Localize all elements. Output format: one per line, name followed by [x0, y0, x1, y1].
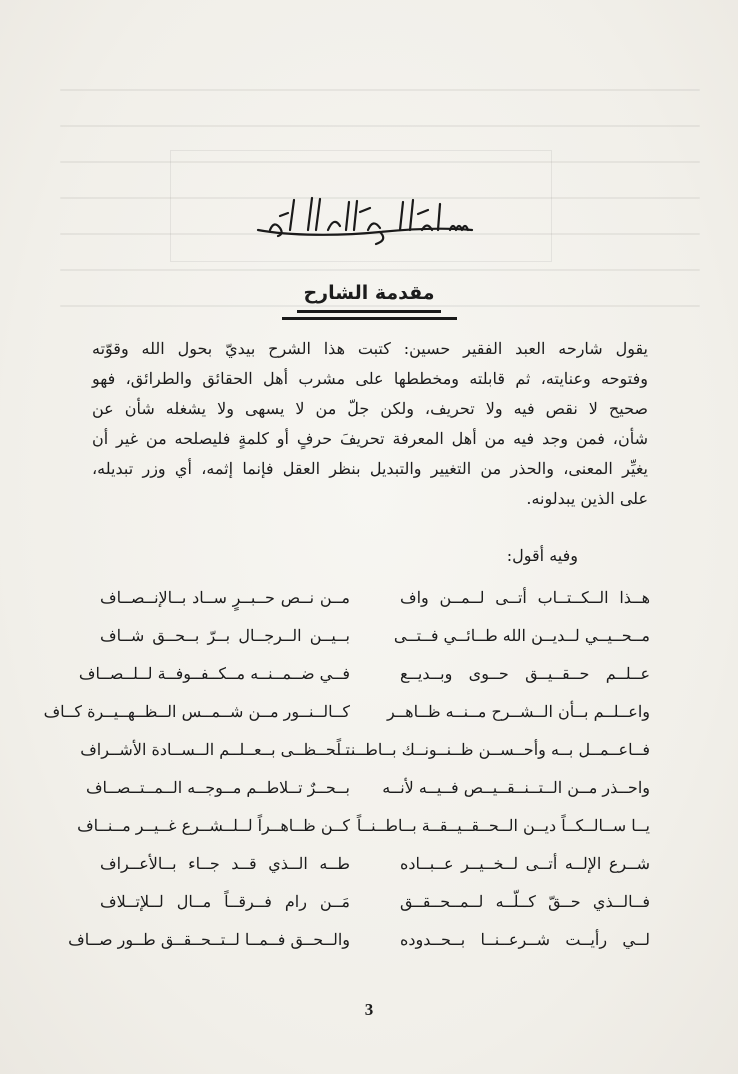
intro-line: يقول شارحه العبد الفقير حسين: كتبت هذا الشرح بيديّ بحول الله وقوّته	[92, 339, 648, 358]
first-hemistich: يــا ســالــكــاً ديــن الــحــقــيــقــة بــاطــنــاً	[356, 816, 650, 835]
section-heading	[0, 282, 738, 313]
poem	[43, 588, 650, 968]
second-hemistich: والــحــق فــمــا لــتــحــقــق طــور صــاف	[68, 930, 350, 949]
first-hemistich: لــي رأيــت شــرعــنــا بــحــدوده	[400, 930, 650, 949]
first-hemistich: هــذا الــكــتــاب أتــى لــمــن واف	[400, 588, 650, 607]
second-hemistich: كــالــنــور مــن شــمــس الــظــهــيــرة كــاف	[43, 702, 350, 721]
verse	[68, 930, 650, 968]
verse	[77, 816, 650, 854]
poem-intro: وفيه أقول:	[506, 546, 578, 565]
second-hemistich: بــيــن الــرجــال بــرّ بــحــق شــاف	[100, 626, 350, 645]
intro-line: وفتوحه وعنايته، ثم قابلته ومخططها على مشرب أهل الحقائق والطرائق، فهو	[92, 369, 648, 388]
second-hemistich: كــن ظــاهــراً لــلــشــرع غــيــر مــنــاف	[77, 816, 350, 835]
verse	[100, 588, 650, 626]
second-hemistich: مــن نــص حــبــرٍ ســاد بــالإنــصــاف	[100, 588, 350, 607]
heading-underline	[282, 317, 457, 320]
intro-line: على الذين يبدلونه.	[526, 489, 648, 508]
first-hemistich: مــحــيــي لــديــن الله طــائــي فــتــى	[393, 626, 650, 645]
second-hemistich: طــه الــذي قــد جــاء بــالأعــراف	[100, 854, 350, 873]
intro-line: يغيِّر المعنى، والحذر من التغيير والتبديل بنظر العقل فإنما إثمه، أي وزر تبديله،	[92, 459, 648, 478]
first-hemistich: واعــلــم بــأن الــشــرح مــنــه ظــاهــر	[386, 702, 650, 721]
first-hemistich: شــرع الإلــه أتــى لــخــيــر عــبــاده	[400, 854, 650, 873]
first-hemistich: فــالــذي حــقّ كــلّــه لــمــحــقــق	[400, 892, 650, 911]
verse	[43, 702, 650, 740]
first-hemistich: عــلــم حــقــيــق حــوى وبــديــع	[400, 664, 650, 683]
first-hemistich: فــاعــمــل بــه وأحــســن ظــنــونــك بــاطــنــاً	[336, 740, 650, 759]
verse	[85, 778, 650, 816]
second-hemistich: تــحــظــى بــعــلــم الــســادة الأشــراف	[80, 740, 350, 759]
heading-text: مقدمة الشارح	[297, 282, 440, 313]
basmala-calligraphy	[250, 190, 480, 246]
intro-paragraph	[92, 334, 648, 514]
verse	[80, 740, 650, 778]
second-hemistich: بــحــرٌ تــلاطــم مــوجــه الــمــتــصــاف	[85, 778, 350, 797]
intro-line: شأن، فمن وجد فيه من أهل المعرفة تحريفَ حرفٍ أو كلمةٍ فليصلحه من غير أن	[92, 429, 648, 448]
verse	[100, 892, 650, 930]
first-hemistich: واحــذر مــن الــتــنــقــيــص فــيــه لأنــه	[382, 778, 650, 797]
verse	[100, 626, 650, 664]
second-hemistich: فــي ضــمــنــه مــكــفــوفــة لــلــصــاف	[78, 664, 350, 683]
page-number: 3	[364, 1000, 374, 1019]
verse	[100, 854, 650, 892]
verse	[78, 664, 650, 702]
second-hemistich: مَــن رام فــرقــاً مــال لــلإتــلاف	[100, 892, 350, 911]
intro-line: صحيح لا نقص فيه ولا تحريف، ولكن جلّ من لا يسهى ولا يشغله شأن عن	[92, 399, 648, 418]
